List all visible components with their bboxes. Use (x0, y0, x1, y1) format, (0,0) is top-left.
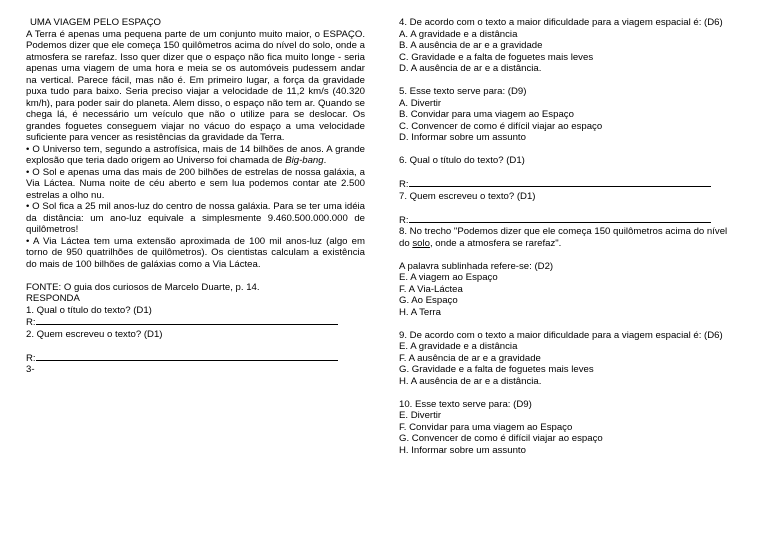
right-column (399, 17, 739, 456)
option[interactable]: E. A viagem ao Espaço (399, 272, 498, 283)
answer-line-6[interactable] (399, 178, 739, 191)
option[interactable]: G. Gravidade e a falta de foguetes mais leves (399, 364, 594, 375)
question-8-text: 8. No trecho "Podemos dizer que ele começa 150 quilômetros acima do nível do (399, 226, 728, 249)
option[interactable]: E. A gravidade e a distância (399, 341, 518, 352)
option[interactable]: A. Divertir (399, 97, 442, 109)
bullet-universe-end: . (323, 155, 327, 166)
answer-label: R: (26, 317, 36, 328)
bullet-sun: • O Sol e apenas uma das mais de 200 bilhões de estrelas de nossa galáxia, a Via Láctea. Numa noite de céu aberto e sem lua podemos contar ate 2.500 estrelas a olho nu. (26, 166, 365, 201)
option[interactable]: H. A Terra (399, 306, 441, 318)
option[interactable]: F. A Via-Láctea (399, 283, 463, 295)
answer-blank[interactable] (36, 352, 338, 361)
question-9: 9. De acordo com o texto a maior dificuldade para a viagem espacial é: (D6) (399, 329, 723, 341)
option[interactable]: D. Informar sobre um assunto (399, 132, 526, 143)
question-10: 10. Esse texto serve para: (D9) (399, 398, 532, 410)
answer-line-1[interactable] (26, 316, 365, 329)
option[interactable]: B. A ausência de ar e a gravidade (399, 40, 543, 51)
answer-line-7[interactable] (399, 214, 739, 227)
bullet-milky-way: • A Via Láctea tem uma extensão aproximada de 100 mil anos-luz (algo em torno de 950 quatrilhões de quilômetros). Os cientistas calculam a existência do mais de 100 bilhões de galáxias como a Via Láctea. (26, 235, 365, 270)
answer-label: R: (399, 214, 409, 226)
bullet-universe-text: • O Universo tem, segundo a astrofísica, mais de 14 bilhões de anos. A grande explosão que teria dado origem ao Universo foi chamada de (26, 143, 365, 166)
question-8-end: , onde a atmosfera se rarefaz". (429, 237, 562, 249)
option[interactable]: G. Ao Espaço (399, 295, 458, 306)
responda-heading: RESPONDA (26, 293, 80, 304)
bullet-universe (26, 144, 365, 167)
answer-blank[interactable] (36, 316, 338, 325)
question-6: 6. Qual o título do texto? (D1) (399, 155, 525, 166)
intro-paragraph: A Terra é apenas uma pequena parte de um conjunto muito maior, o ESPAÇO. Podemos dizer que ele começa 150 quilômetros acima do nível do solo, onde a atmosfera se rarefaz. Isso quer dizer que o espaço não fica muito longe - seria apenas uma viagem de uma hora e meia se os automóveis pudessem andar na vertical. Parece fácil, mas não é. Em primeiro lugar, a força da gravidade puxa tudo para baixo. Seria preciso viajar a velocidade de 11,2 km/s (40.320 km/h), para poder sair do planeta. Alem disso, o espaço não tem ar. Quando se chega lá, é necessário um veículo que não o utilize para se deslocar. Os grandes foguetes conseguem viajar no vácuo do espaço a uma velocidade suficiente para vencer as resistências da gravidade da Terra. (26, 28, 365, 143)
left-column (26, 17, 365, 376)
question-8 (399, 226, 739, 249)
option[interactable]: A. A gravidade e a distância (399, 28, 518, 40)
underlined-word: solo (412, 237, 430, 249)
bullet-galaxy-center: • O Sol fica a 25 mil anos-luz do centro de nossa galáxia. Para se ter uma idéia da distância: um ano-luz equivale a simplesmente 9.460.500.000.000 de quilômetros! (26, 201, 365, 235)
answer-label: R: (399, 179, 409, 190)
answer-label: R: (26, 352, 36, 364)
option[interactable]: E. Divertir (399, 410, 442, 421)
option[interactable]: F. A ausência de ar e a gravidade (399, 352, 541, 364)
answer-blank[interactable] (409, 178, 711, 187)
option[interactable]: C. Convencer de como é difícil viajar ao espaço (399, 120, 603, 132)
option[interactable]: F. Convidar para uma viagem ao Espaço (399, 421, 573, 433)
answer-line-2[interactable] (26, 352, 365, 365)
question-5: 5. Esse texto serve para: (D9) (399, 86, 527, 97)
option[interactable]: G. Convencer de como é difícil viajar ao espaço (399, 433, 603, 444)
source-citation: FONTE: O guia dos curiosos de Marcelo Duarte, p. 14. (26, 281, 260, 293)
answer-blank[interactable] (409, 214, 711, 223)
big-bang-term: Big-bang (285, 155, 324, 166)
option[interactable]: B. Convidar para uma viagem ao Espaço (399, 109, 574, 120)
text-title: UMA VIAGEM PELO ESPAÇO (30, 17, 161, 28)
question-3: 3- (26, 364, 35, 375)
option[interactable]: H. Informar sobre um assunto (399, 444, 526, 456)
question-2: 2. Quem escreveu o texto? (D1) (26, 328, 163, 340)
question-7: 7. Quem escreveu o texto? (D1) (399, 190, 536, 202)
question-1: 1. Qual o título do texto? (D1) (26, 304, 152, 316)
question-4: 4. De acordo com o texto a maior dificuldade para a viagem espacial é: (D6) (399, 17, 723, 28)
option[interactable]: C. Gravidade e a falta de foguetes mais leves (399, 51, 594, 63)
option[interactable]: D. A ausência de ar e a distância. (399, 63, 542, 74)
question-8-prompt: A palavra sublinhada refere-se: (D2) (399, 260, 554, 272)
option[interactable]: H. A ausência de ar e a distância. (399, 375, 542, 387)
